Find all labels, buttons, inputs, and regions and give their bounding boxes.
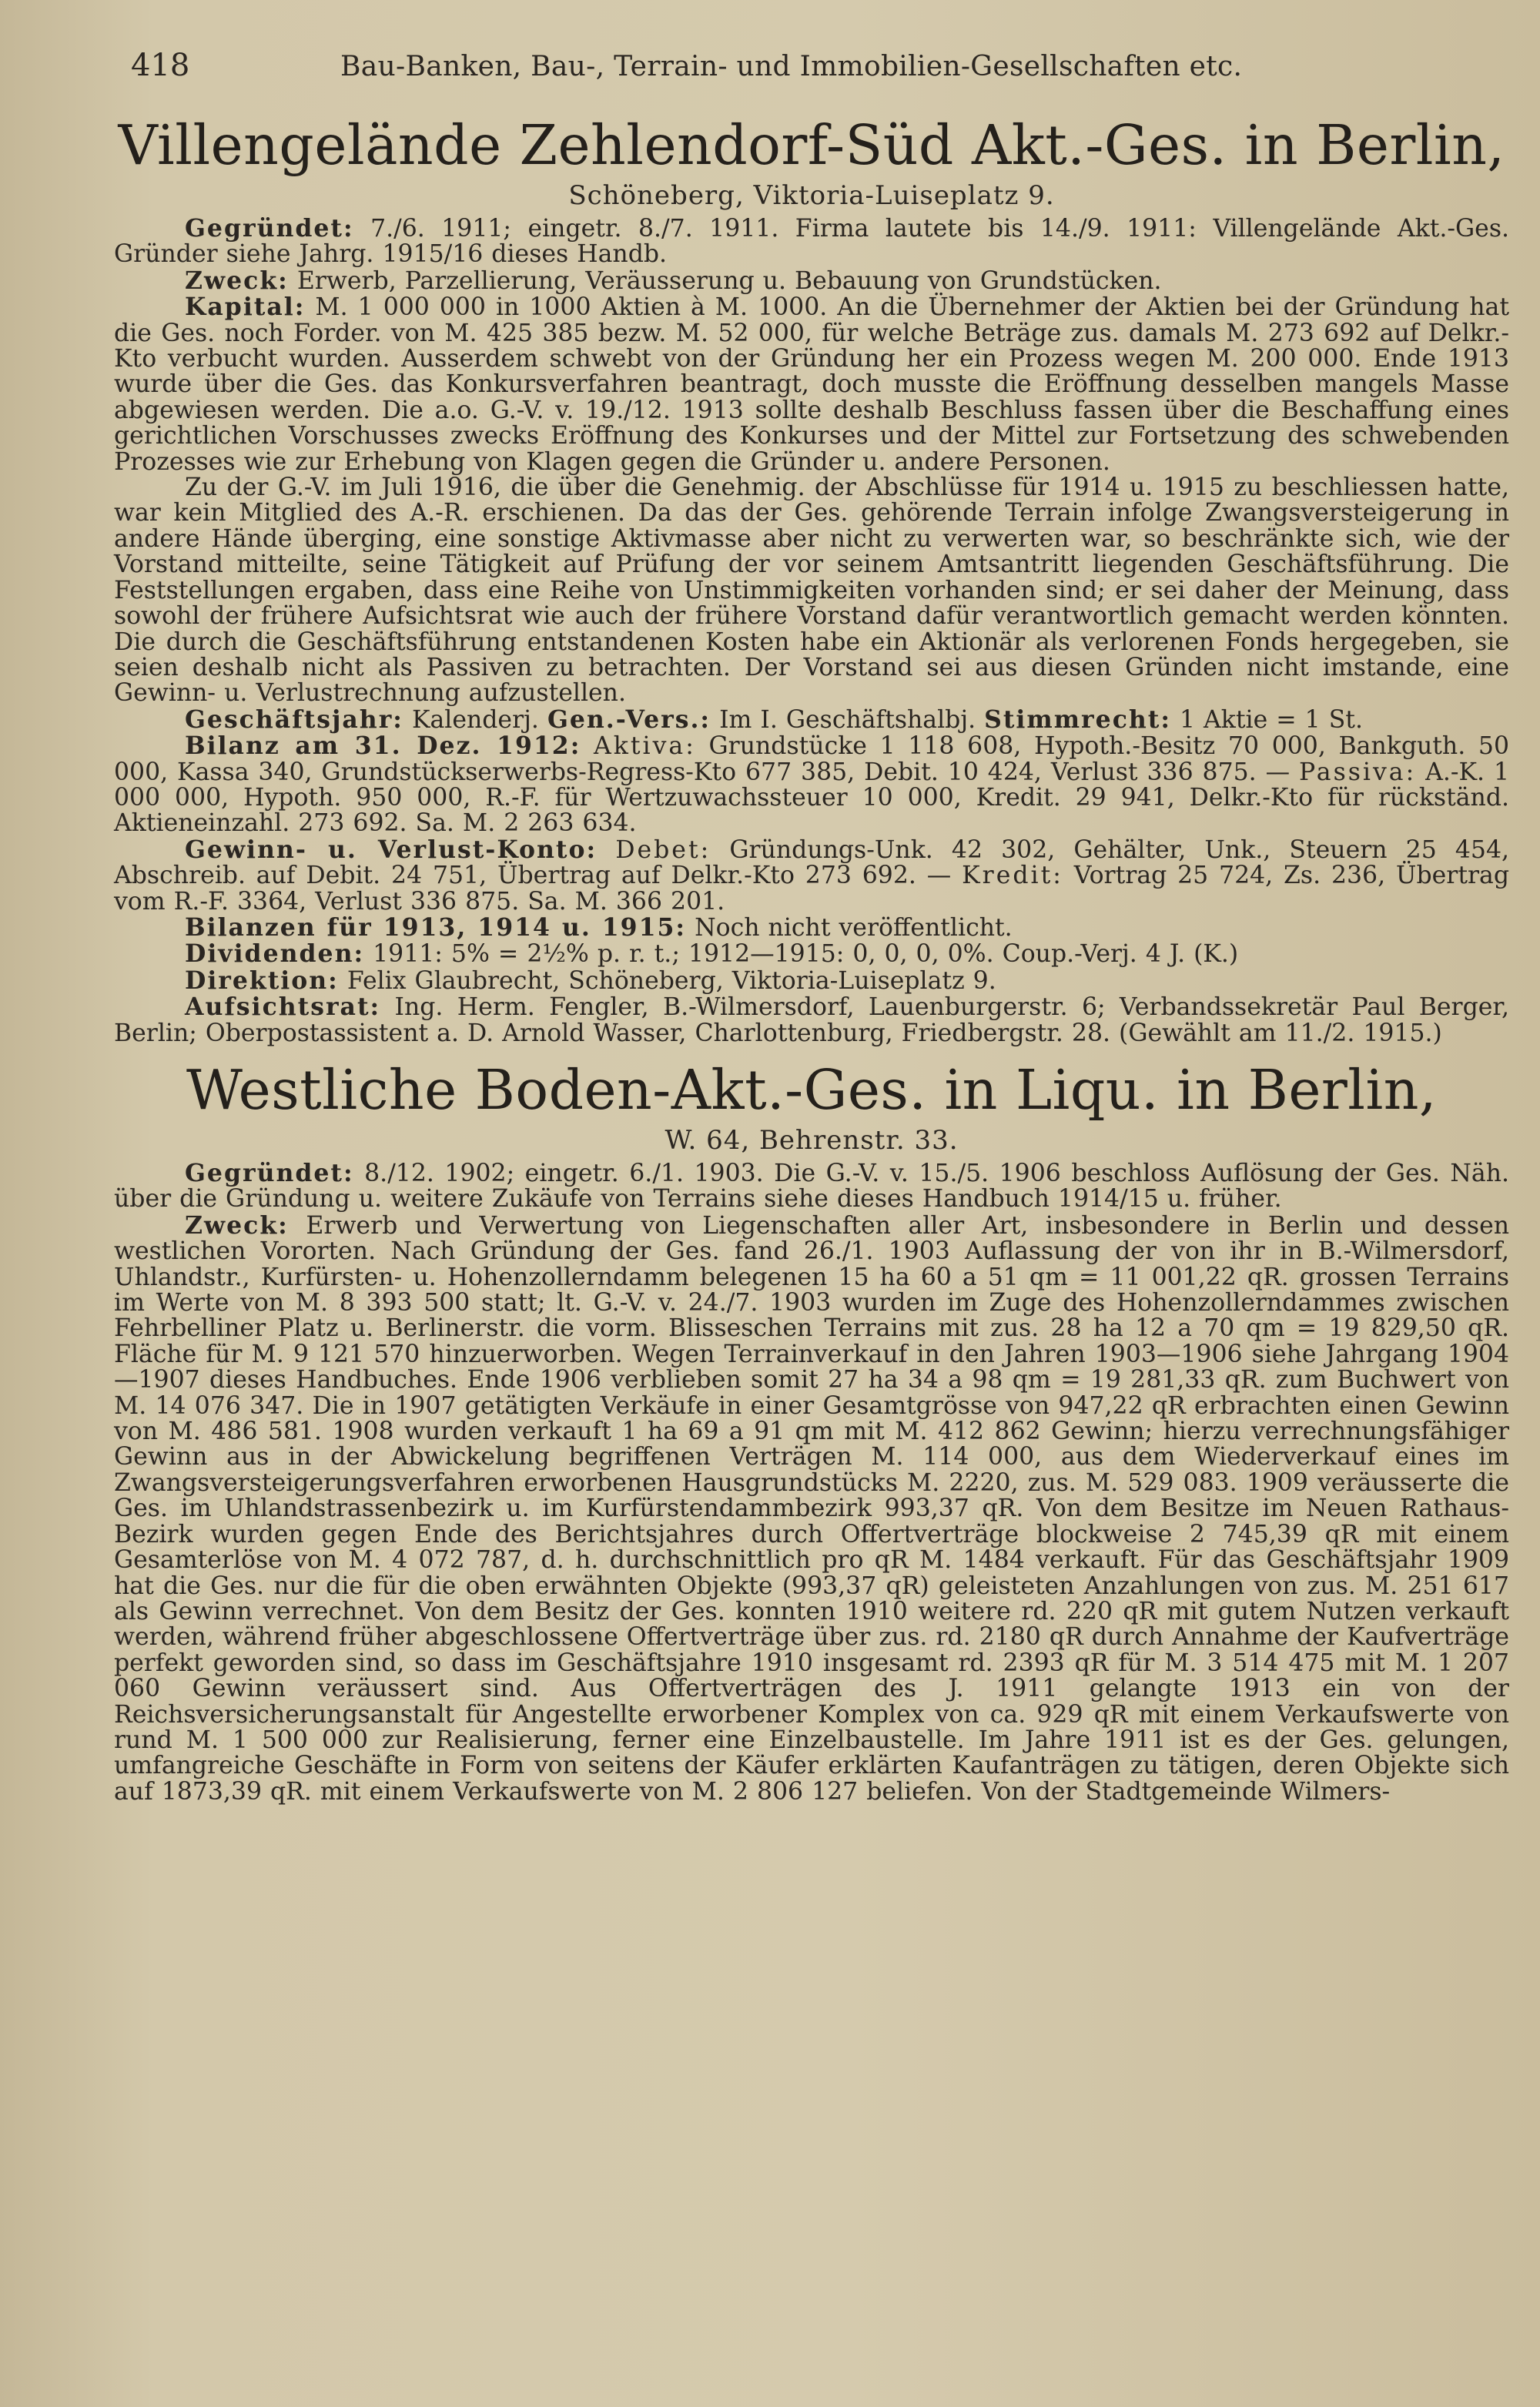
kapital-text-2: Zu der G.-V. im Juli 1916, die über die Genehmig. der Abschlüsse für 1914 u. 1915 zu beschliessen hatte, war kein Mitglied des A.-R. erschienen. Da das der Ges. gehörende Terrain infolge Zwangsversteigerung in andere Hände überging, eine sonstige Aktivmasse aber nicht zu verwerten war, so beschränkte sich, wie der Vorstand mitteilte, seine Tätigkeit auf Prüfung der vor seinem Amtsantritt liegenden Geschäftsführung. Die Feststellungen ergaben, dass eine Reihe von Unstimmigkeiten vorhanden sind; er sei daher der Meinung, dass sowohl der frühere Aufsichtsrat wie auch der frühere Vorstand dafür verantwortlich gemacht werden könnten. Die durch die Geschäftsführung entstandenen Kosten habe ein Aktionär als verlorenen Fonds hergegeben, sie seien deshalb nicht als Passiven zu betrachten. Der Vorstand sei aus diesen Gründen nicht imstande, eine Gewinn- u. Verlustrechnung aufzustellen. bbox=[114, 474, 1509, 708]
gegruendet-text: 7./6. 1911; eingetr. 8./7. 1911. Firma lautete bis 14./9. 1911: Villengelände Akt.-Ges. Gründer siehe Jahrg. 1915/16 dieses Handb. bbox=[114, 215, 1509, 269]
stimmrecht-label: Stimmrecht: bbox=[984, 705, 1171, 734]
aufsichtsrat-text: Ing. Herm. Fengler, B.-Wilmersdorf, Lauenburgerstr. 6; Verbandssekretär Paul Berger, Berlin; Oberpostassistent a. D. Arnold Wasser, Charlottenburg, Friedbergstr. 28. (Gewählt am 11./2. 1915.) bbox=[114, 993, 1509, 1047]
running-title: Bau-Banken, Bau-, Terrain- und Immobilien-Gesellschaften etc. bbox=[340, 51, 1243, 82]
zweck-label: Zweck: bbox=[185, 1210, 289, 1240]
zweck-text: Erwerb und Verwertung von Liegenschaften aller Art, insbesondere in Berlin und dessen westlichen Vororten. Nach Gründung der Ges. fand 26./1. 1903 Auflassung der von ihr in B.-Wilmersdorf, Uhlandstr., Kurfürsten- u. Hohenzollerndamm belegenen 15 ha 60 a 51 qm = 11 001,22 qR. grossen Terrains im Werte von M. 8 393 500 statt; lt. G.-V. v. 24./7. 1903 wurden im Zuge des Hohenzollerndammes zwischen Fehrbelliner Platz u. Berlinerstr. die vorm. Blisseschen Terrains mit zus. 28 ha 12 a 70 qm = 19 829,50 qR. Fläche für M. 9 121 570 hinzuerworben. Wegen Terrainverkauf in den Jahren 1903—1906 siehe Jahrgang 1904—1907 dieses Handbuches. Ende 1906 verblieben somit 27 ha 34 a 98 qm = 19 281,33 qR. zum Buchwert von M. 14 076 347. Die in 1907 getätigten Verkäufe in einer Gesamtgrösse von 947,22 qR erbrachten einen Gewinn von M. 486 581. 1908 wurden verkauft 1 ha 69 a 91 qm mit M. 412 862 Gewinn; hierzu verrechnungsfähiger Gewinn aus in der Abwickelung begriffenen Verträgen M. 114 000, aus dem Wiederverkauf eines im Zwangsversteigerungsverfahren erworbenen Hausgrundstücks M. 2220, zus. M. 529 083. 1909 veräusserte die Ges. im Uhlandstrassenbezirk u. im Kurfürstendammbezirk 993,37 qR. Von dem Besitze im Neuen Rathaus-Bezirk wurden gegen Ende des Berichtsjahres durch Offertverträge blockweise 2 745,39 qR mit einem Gesamterlöse von M. 4 072 787, d. h. durchschnittlich pro qR M. 1484 verkauft. Für das Geschäftsjahr 1909 hat die Ges. nur die für die oben erwähnten Objekte (993,37 qR) geleisteten Anzahlungen von zus. M. 251 617 als Gewinn verrechnet. Von dem Besitz der Ges. konnten 1910 weitere rd. 220 qR mit gutem Nutzen verkauft werden, während früher abgeschlossene Offertverträge über zus. rd. 2180 qR durch Annahme der Kaufverträge perfekt geworden sind, so dass im Geschäftsjahre 1910 insgesamt rd. 2393 qR für M. 3 514 475 mit M. 1 207 060 Gewinn veräussert sind. Aus Offertverträgen des J. 1911 gelangte 1913 ein von der Reichsversicherungsanstalt für Angestellte erworbener Komplex von ca. 929 qR mit einem Verkaufswerte von rund M. 1 500 000 zur Realisierung, ferner eine Einzelbaustelle. Im Jahre 1911 ist es der Ges. gelungen, umfangreiche Geschäfte in Form von seitens der Käufer erklärten Kaufanträgen zu tätigen, deren Objekte sich auf 1873,39 qR. mit einem Verkaufswerte von M. 2 806 127 beliefen. Von der Stadtgemeinde Wilmers- bbox=[114, 1211, 1510, 1806]
dividenden-label: Dividenden: bbox=[185, 939, 365, 969]
section-geschaeftsjahr bbox=[114, 707, 1509, 733]
aktiva-text: Grundstücke 1 118 608, Hypoth.-Besitz 70 000, Bankguth. 50 000, Kassa 340, Grundstückserwerbs-Regress-Kto 677 385, Debit. 10 424, Verlust 336 875. — bbox=[114, 732, 1509, 786]
section-gegruendet bbox=[114, 1160, 1509, 1213]
zweck-label: Zweck: bbox=[185, 266, 289, 295]
zweck-text: Erwerb, Parzellierung, Veräusserung u. Bebauung von Grundstücken. bbox=[296, 266, 1162, 295]
kredit-label: Kredit: bbox=[962, 862, 1063, 890]
section-dividenden bbox=[114, 941, 1509, 967]
geschaeftsjahr-text: Kalenderj. bbox=[411, 705, 539, 734]
bilanzen-label: Bilanzen für 1913, 1914 u. 1915: bbox=[185, 912, 687, 942]
section-zweck bbox=[114, 268, 1509, 294]
dividenden-text: 1911: 5% = 2½% p. r. t.; 1912—1915: 0, 0, 0, 0%. Coup.-Verj. 4 J. (K.) bbox=[373, 940, 1239, 969]
bilanzen-text: Noch nicht veröffentlicht. bbox=[695, 913, 1013, 942]
genvers-label: Gen.-Vers.: bbox=[547, 705, 711, 734]
geschaeftsjahr-label: Geschäftsjahr: bbox=[185, 705, 403, 734]
aktiva-label: Aktiva: bbox=[594, 732, 696, 761]
genvers-text: Im I. Geschäftshalbj. bbox=[719, 705, 976, 734]
running-head bbox=[114, 43, 1509, 92]
bilanz-label: Bilanz am 31. Dez. 1912: bbox=[185, 731, 581, 761]
direktion-text: Felix Glaubrecht, Schöneberg, Viktoria-Luiseplatz 9. bbox=[346, 966, 996, 995]
debet-text: Gründungs-Unk. 42 302, Gehälter, Unk., Steuern 25 454, Abschreib. auf Debit. 24 751, Übertrag auf Delkr.-Kto 273 692. — bbox=[114, 835, 1510, 890]
kapital-text: M. 1 000 000 in 1000 Aktien à M. 1000. An die Übernehmer der Aktien bei der Gründung hat die Ges. noch Forder. von M. 425 385 bezw. M. 52 000, für welche Beträge zus. damals M. 273 692 auf Delkr.-Kto verbucht wurden. Ausserdem schwebt von der Gründung her ein Prozess wegen M. 200 000. Ende 1913 wurde über die Ges. das Konkursverfahren beantragt, doch musste die Eröffnung desselben mangels Masse abgewiesen werden. Die a.o. G.-V. v. 19./12. 1913 sollte deshalb Beschluss fassen über die Beschaffung eines gerichtlichen Vorschusses zwecks Eröffnung des Konkurses und der Mittel zur Fortsetzung des schwebenden Prozesses wie zur Erhebung von Klagen gegen die Gründer u. andere Personen. bbox=[114, 293, 1509, 476]
section-kapital-continued bbox=[114, 475, 1509, 707]
company-entry-westliche-boden bbox=[114, 1056, 1509, 1805]
guv-label: Gewinn- u. Verlust-Konto: bbox=[185, 835, 598, 864]
page-number: 418 bbox=[131, 48, 190, 83]
section-bilanzen bbox=[114, 912, 1509, 942]
section-zweck bbox=[114, 1210, 1510, 1806]
gegruendet-text: 8./12. 1902; eingetr. 6./1. 1903. Die G.-V. v. 15./5. 1906 beschloss Auflösung der Ges. Näh. über die Gründung u. weitere Zukäufe von Terrains siehe dieses Handbuch 1914/15 u. früher. bbox=[114, 1160, 1509, 1214]
kredit-text: Vortrag 25 724, Zs. 236, Übertrag vom R.-F. 3364, Verlust 336 875. Sa. M. 366 201. bbox=[114, 862, 1510, 916]
company-title: Westliche Boden-Akt.-Ges. in Liqu. in Berlin, bbox=[186, 1058, 1437, 1122]
debet-label: Debet: bbox=[615, 835, 711, 864]
company-entry-villengelaende bbox=[114, 111, 1509, 1046]
passiva-text: A.-K. 1 000 000, Hypoth. 950 000, R.-F. für Wertzuwachssteuer 10 000, Kredit. 29 941, Delkr.-Kto für rückständ. Aktieneinzahl. 273 692. Sa. M. 2 263 634. bbox=[114, 758, 1510, 838]
company-address: W. 64, Behrenstr. 33. bbox=[665, 1125, 959, 1156]
gegruendet-label: Gegründet: bbox=[185, 214, 354, 243]
stimmrecht-text: 1 Aktie = 1 St. bbox=[1179, 705, 1363, 734]
company-title: Villengelände Zehlendorf-Süd Akt.-Ges. in Berlin, bbox=[118, 113, 1505, 177]
section-direktion bbox=[114, 968, 1509, 994]
section-bilanz bbox=[114, 733, 1509, 837]
gegruendet-label: Gegründet: bbox=[185, 1159, 354, 1187]
section-gegruendet bbox=[114, 216, 1509, 268]
section-aufsichtsrat bbox=[114, 994, 1509, 1046]
section-gewinn-verlust bbox=[114, 837, 1509, 915]
company-address: Schöneberg, Viktoria-Luiseplatz 9. bbox=[568, 180, 1055, 211]
kapital-label: Kapital: bbox=[185, 293, 306, 322]
passiva-label: Passiva: bbox=[1299, 758, 1417, 786]
section-kapital bbox=[114, 294, 1509, 475]
direktion-label: Direktion: bbox=[185, 966, 339, 995]
aufsichtsrat-label: Aufsichtsrat: bbox=[185, 993, 381, 1022]
